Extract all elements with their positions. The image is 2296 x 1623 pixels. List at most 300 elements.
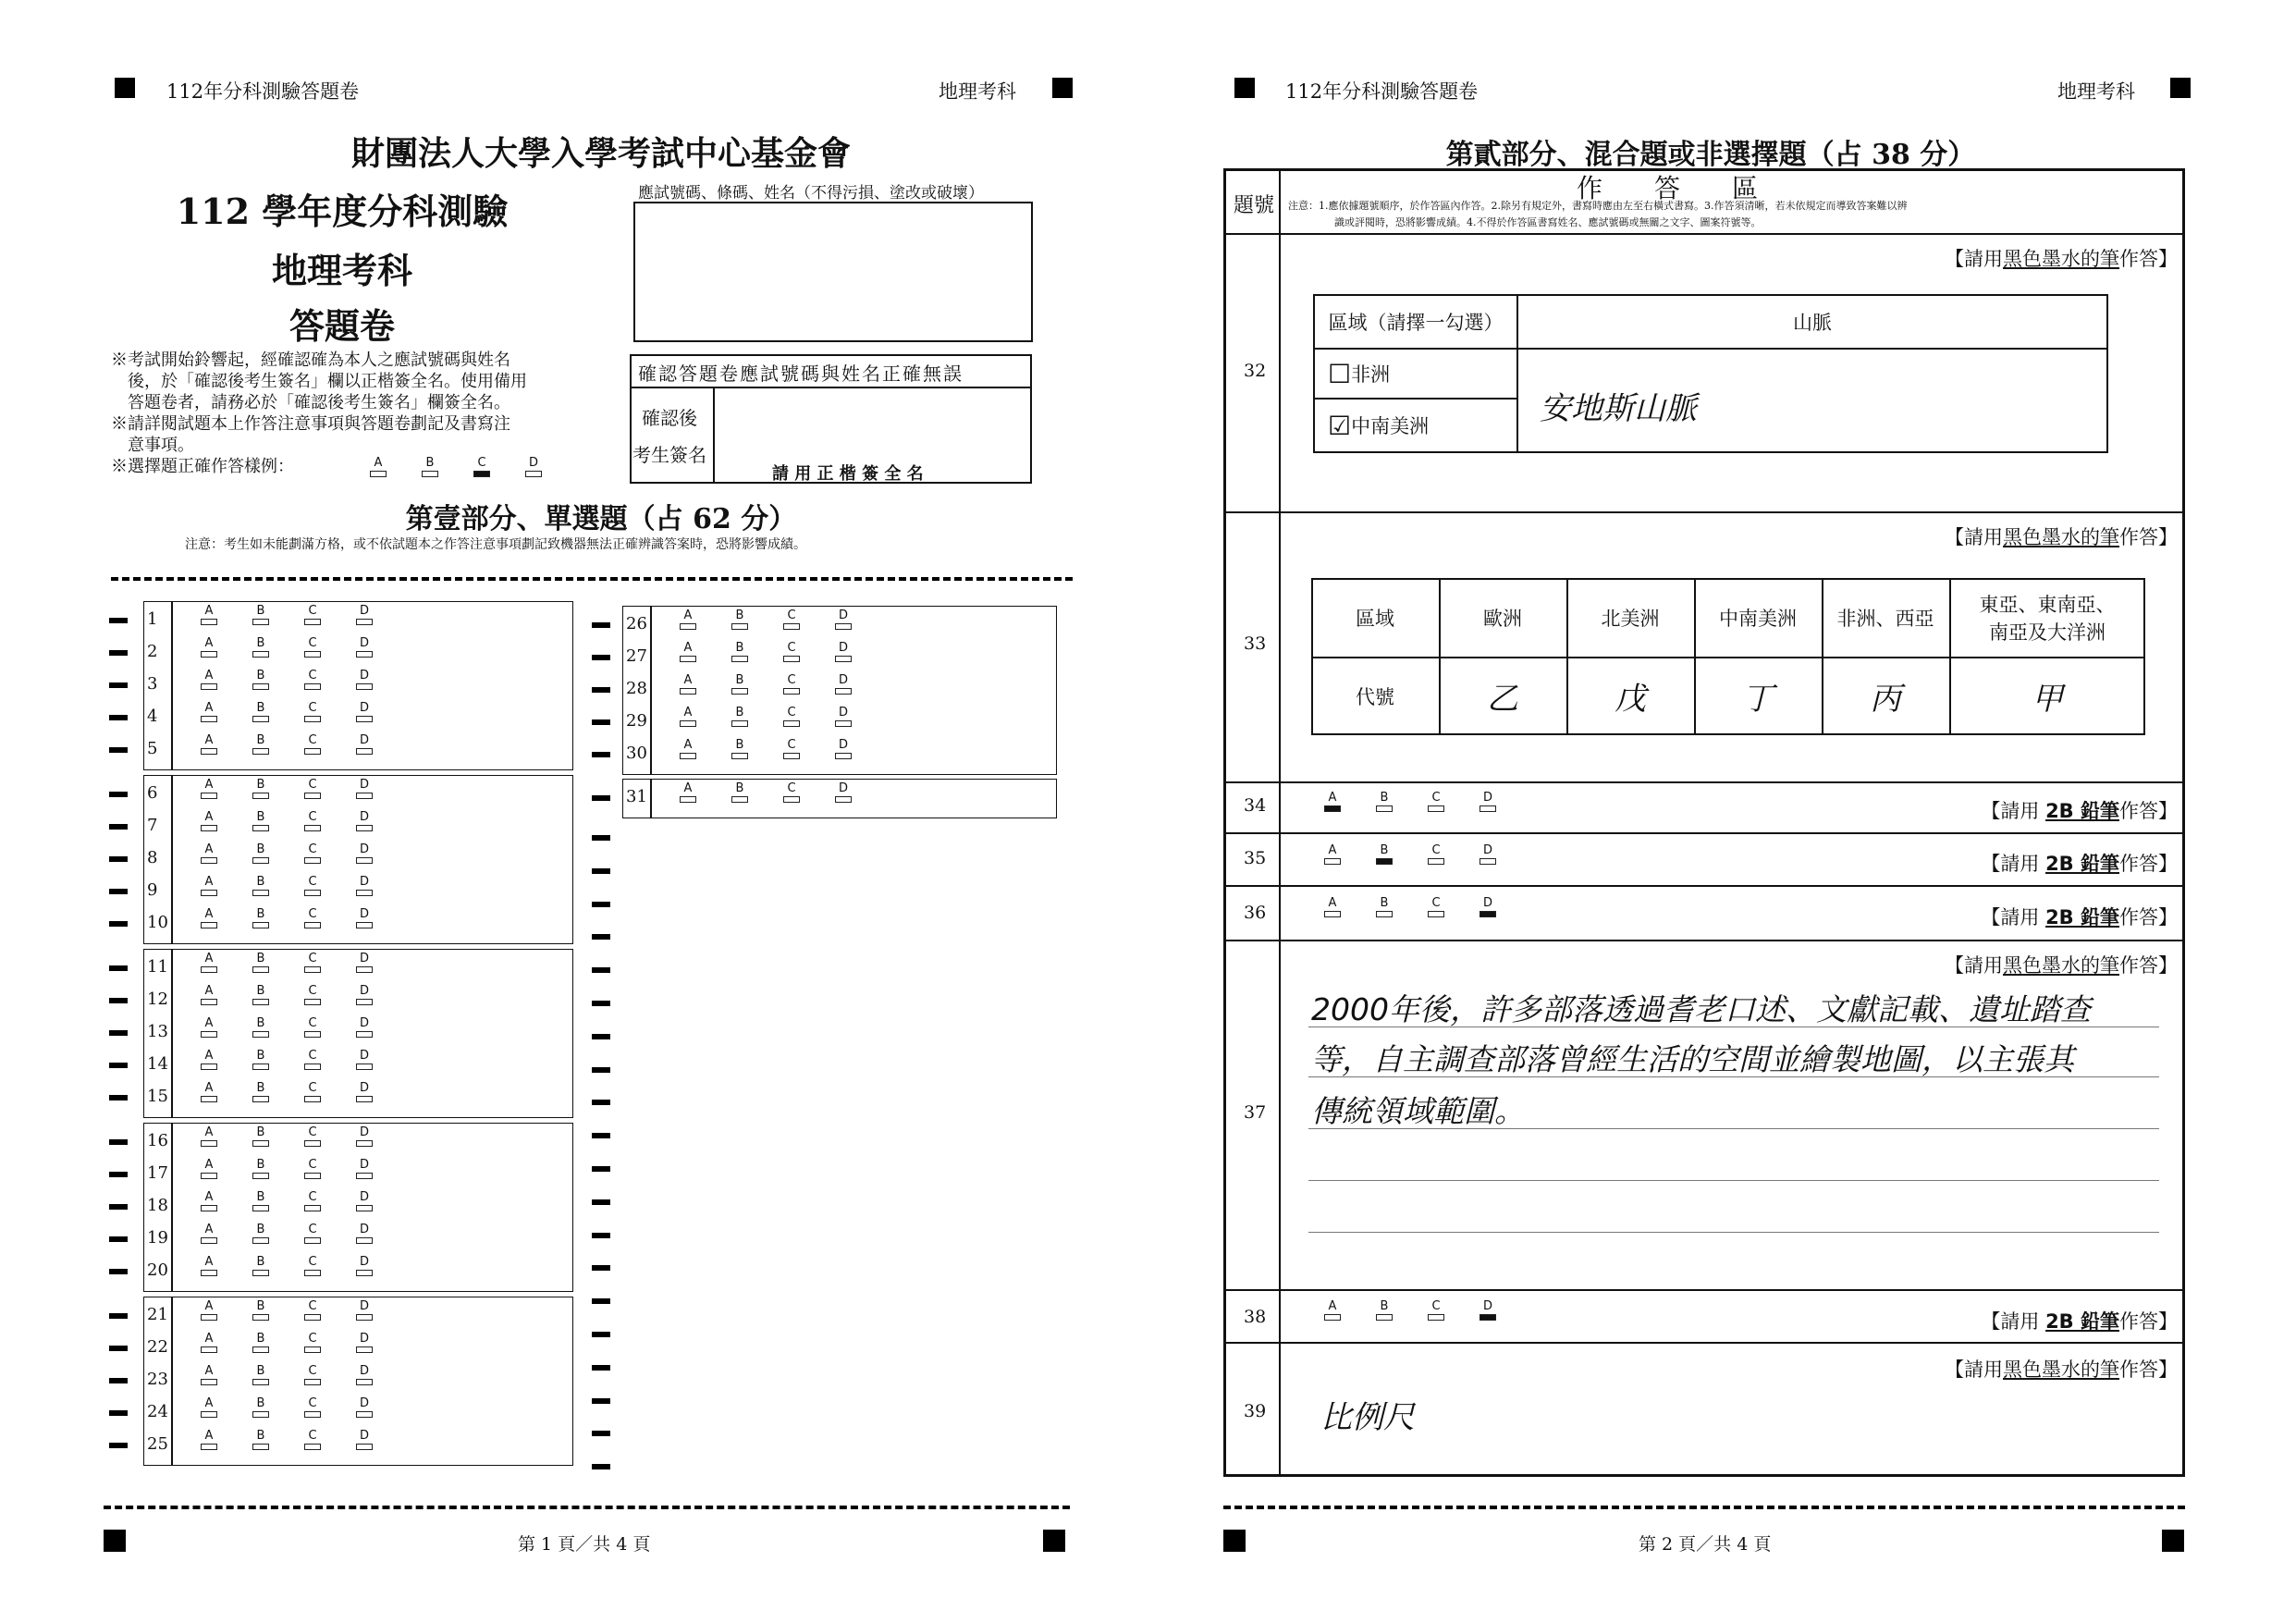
- bubble-mark[interactable]: [304, 999, 321, 1005]
- signature-field[interactable]: 請 用 正 楷 簽 全 名: [772, 464, 924, 484]
- bubble-mark[interactable]: [201, 999, 217, 1005]
- answer-bubble-c[interactable]: [304, 876, 356, 904]
- bubble-mark[interactable]: [201, 966, 217, 973]
- answer-bubble-c[interactable]: [304, 1017, 356, 1045]
- answer-bubble-b[interactable]: [252, 1191, 304, 1219]
- bubble-mark[interactable]: [680, 688, 696, 695]
- bubble-mark[interactable]: [304, 1444, 321, 1450]
- bubble-mark[interactable]: [356, 1346, 373, 1353]
- bubble-mark[interactable]: [356, 1031, 373, 1038]
- answer-bubble-a[interactable]: [201, 1300, 252, 1328]
- answer-bubble-c[interactable]: [304, 1050, 356, 1077]
- answer-bubble-a[interactable]: [201, 702, 252, 730]
- bubble-mark[interactable]: [252, 716, 269, 722]
- bubble-mark[interactable]: [304, 966, 321, 973]
- answer-bubble-d[interactable]: [835, 609, 887, 637]
- bubble-mark[interactable]: [252, 1314, 269, 1321]
- checked-box-icon[interactable]: ☑: [1328, 410, 1352, 441]
- q37-answer-line-2[interactable]: 等，自主調查部落曾經生活的空間並繪製地圖，以主張其: [1311, 1041, 2074, 1077]
- bubble-mark[interactable]: [1480, 858, 1496, 865]
- answer-bubbles[interactable]: [201, 1191, 408, 1219]
- answer-bubbles[interactable]: [201, 876, 408, 904]
- answer-bubble-c[interactable]: [1428, 897, 1480, 925]
- q33-answer-cell[interactable]: 丁: [1742, 681, 1774, 718]
- bubble-mark[interactable]: [1324, 858, 1341, 865]
- answer-bubble-c[interactable]: [304, 702, 356, 730]
- bubble-mark[interactable]: [356, 1270, 373, 1276]
- bubble-mark[interactable]: [356, 1140, 373, 1147]
- answer-bubble-a[interactable]: [201, 1159, 252, 1187]
- bubble-mark[interactable]: [356, 1444, 373, 1450]
- bubble-mark[interactable]: [356, 748, 373, 755]
- answer-bubble-a[interactable]: [201, 985, 252, 1013]
- bubble-mark[interactable]: [680, 753, 696, 759]
- answer-bubble-d[interactable]: [356, 637, 408, 665]
- bubble-mark[interactable]: [252, 1064, 269, 1070]
- answer-bubble-a[interactable]: [201, 1126, 252, 1154]
- q38-bubbles[interactable]: [1324, 1300, 1531, 1328]
- bubble-mark[interactable]: [252, 1411, 269, 1418]
- bubble-mark[interactable]: [1376, 805, 1393, 812]
- answer-bubble-b[interactable]: [252, 908, 304, 936]
- answer-bubble-a[interactable]: [201, 1050, 252, 1077]
- bubble-mark[interactable]: [356, 1173, 373, 1179]
- answer-bubble-c[interactable]: [304, 1430, 356, 1457]
- answer-bubble-d[interactable]: [356, 985, 408, 1013]
- answer-bubble-d[interactable]: [1480, 844, 1531, 872]
- bubble-mark[interactable]: [304, 825, 321, 831]
- bubble-mark[interactable]: [304, 1237, 321, 1244]
- bubble-mark[interactable]: [201, 1444, 217, 1450]
- q37-answer-line-1[interactable]: 2000年後，許多部落透過耆老口述、文獻記載、遺址踏查: [1311, 991, 2091, 1027]
- answer-bubble-d[interactable]: [356, 779, 408, 806]
- answer-bubble-b[interactable]: [1376, 844, 1428, 872]
- answer-bubble-d[interactable]: [1480, 1300, 1531, 1328]
- bubble-mark[interactable]: [356, 683, 373, 690]
- answer-bubbles[interactable]: [201, 637, 408, 665]
- answer-bubble-d[interactable]: [356, 811, 408, 839]
- bubble-mark[interactable]: [304, 748, 321, 755]
- answer-bubble-b[interactable]: [1376, 1300, 1428, 1328]
- bubble-mark[interactable]: [201, 922, 217, 928]
- answer-bubble-b[interactable]: [252, 1397, 304, 1425]
- bubble-mark[interactable]: [1428, 858, 1444, 865]
- answer-bubbles[interactable]: [201, 1333, 408, 1360]
- bubble-mark[interactable]: [1376, 1314, 1393, 1321]
- bubble-mark[interactable]: [1324, 911, 1341, 917]
- answer-bubble-c[interactable]: [304, 1159, 356, 1187]
- answer-bubble-b[interactable]: [252, 1050, 304, 1077]
- bubble-mark[interactable]: [783, 656, 800, 662]
- answer-bubble-d[interactable]: [356, 876, 408, 904]
- bubble-mark[interactable]: [201, 793, 217, 799]
- answer-bubble-c[interactable]: [304, 734, 356, 762]
- answer-bubble-c[interactable]: [304, 670, 356, 697]
- bubble-mark[interactable]: [356, 857, 373, 864]
- bubble-mark[interactable]: [252, 1096, 269, 1102]
- answer-bubbles[interactable]: [680, 707, 887, 734]
- answer-bubble-d[interactable]: [1480, 897, 1531, 925]
- bubble-mark[interactable]: [783, 688, 800, 695]
- answer-bubbles[interactable]: [680, 739, 887, 767]
- answer-bubbles[interactable]: [680, 782, 887, 810]
- bubble-mark[interactable]: [252, 1140, 269, 1147]
- bubble-mark[interactable]: [201, 1379, 217, 1385]
- unchecked-box-icon[interactable]: ☐: [1328, 358, 1352, 389]
- answer-bubble-b[interactable]: [731, 782, 783, 810]
- answer-bubble-c[interactable]: [304, 985, 356, 1013]
- bubble-mark[interactable]: [356, 651, 373, 658]
- bubble-mark[interactable]: [304, 1379, 321, 1385]
- bubble-mark[interactable]: [252, 793, 269, 799]
- bubble-mark[interactable]: [304, 1314, 321, 1321]
- bubble-mark[interactable]: [304, 890, 321, 896]
- bubble-mark[interactable]: [304, 793, 321, 799]
- answer-bubble-a[interactable]: [201, 953, 252, 980]
- bubble-mark[interactable]: [356, 966, 373, 973]
- answer-bubbles[interactable]: [201, 605, 408, 633]
- answer-bubble-b[interactable]: [252, 702, 304, 730]
- bubble-mark[interactable]: [356, 1411, 373, 1418]
- answer-bubble-d[interactable]: [356, 1397, 408, 1425]
- bubble-mark[interactable]: [252, 619, 269, 625]
- bubble-mark[interactable]: [304, 1270, 321, 1276]
- bubble-mark[interactable]: [1376, 911, 1393, 917]
- bubble-mark[interactable]: [201, 825, 217, 831]
- answer-bubble-c[interactable]: [1428, 1300, 1480, 1328]
- answer-bubble-d[interactable]: [835, 674, 887, 702]
- bubble-mark[interactable]: [1324, 1314, 1341, 1321]
- q33-answer-cell[interactable]: 乙: [1487, 681, 1518, 718]
- answer-bubble-d[interactable]: [356, 1082, 408, 1110]
- answer-bubble-d[interactable]: [356, 1430, 408, 1457]
- answer-bubble-c[interactable]: [304, 843, 356, 871]
- answer-bubble-c[interactable]: [304, 1300, 356, 1328]
- answer-bubble-b[interactable]: [252, 1223, 304, 1251]
- bubble-mark[interactable]: [304, 1064, 321, 1070]
- bubble-mark[interactable]: [835, 656, 852, 662]
- answer-bubble-c[interactable]: [783, 609, 835, 637]
- bubble-mark[interactable]: [356, 793, 373, 799]
- answer-bubble-d[interactable]: [356, 1126, 408, 1154]
- bubble-mark[interactable]: [201, 1140, 217, 1147]
- bubble-mark[interactable]: [356, 999, 373, 1005]
- answer-bubble-a[interactable]: [201, 637, 252, 665]
- answer-bubble-d[interactable]: [356, 605, 408, 633]
- answer-bubble-d[interactable]: [356, 670, 408, 697]
- bubble-mark[interactable]: [356, 890, 373, 896]
- answer-bubble-a[interactable]: [201, 1191, 252, 1219]
- bubble-mark[interactable]: [731, 688, 748, 695]
- answer-bubble-c[interactable]: [304, 1333, 356, 1360]
- bubble-mark[interactable]: [783, 796, 800, 803]
- bubble-mark[interactable]: [201, 1031, 217, 1038]
- bubble-mark[interactable]: [304, 716, 321, 722]
- answer-bubbles[interactable]: [201, 1223, 408, 1251]
- bubble-mark[interactable]: [680, 656, 696, 662]
- answer-bubble-d[interactable]: [356, 1223, 408, 1251]
- answer-bubbles[interactable]: [201, 1159, 408, 1187]
- answer-bubble-a[interactable]: [201, 1256, 252, 1284]
- answer-bubble-d[interactable]: [356, 1365, 408, 1393]
- answer-bubbles[interactable]: [201, 1256, 408, 1284]
- bubble-mark[interactable]: [783, 720, 800, 727]
- answer-bubbles[interactable]: [201, 1082, 408, 1110]
- bubble-mark[interactable]: [304, 1411, 321, 1418]
- bubble-mark[interactable]: [304, 619, 321, 625]
- bubble-mark[interactable]: [356, 922, 373, 928]
- answer-bubble-a[interactable]: [201, 1397, 252, 1425]
- answer-bubble-b[interactable]: [252, 1256, 304, 1284]
- bubble-mark[interactable]: [835, 753, 852, 759]
- bubble-mark[interactable]: [201, 619, 217, 625]
- bubble-mark[interactable]: [1480, 911, 1496, 917]
- answer-bubble-c[interactable]: [783, 642, 835, 670]
- bubble-mark[interactable]: [356, 1379, 373, 1385]
- bubble-mark[interactable]: [201, 1205, 217, 1211]
- answer-bubble-a[interactable]: [201, 670, 252, 697]
- bubble-mark[interactable]: [252, 999, 269, 1005]
- bubble-mark[interactable]: [252, 748, 269, 755]
- q32-option-latam[interactable]: [1315, 400, 1516, 451]
- bubble-mark[interactable]: [304, 1173, 321, 1179]
- bubble-mark[interactable]: [1428, 805, 1444, 812]
- answer-bubble-d[interactable]: [356, 1050, 408, 1077]
- bubble-mark[interactable]: [252, 1173, 269, 1179]
- answer-bubble-c[interactable]: [304, 605, 356, 633]
- answer-bubble-b[interactable]: [731, 739, 783, 767]
- answer-bubble-c[interactable]: [304, 1397, 356, 1425]
- bubble-mark[interactable]: [1480, 1314, 1496, 1321]
- q35-bubbles[interactable]: [1324, 844, 1531, 872]
- answer-bubble-a[interactable]: [201, 843, 252, 871]
- answer-bubble-d[interactable]: [356, 1159, 408, 1187]
- bubble-mark[interactable]: [201, 748, 217, 755]
- bubble-mark[interactable]: [252, 1444, 269, 1450]
- answer-bubble-c[interactable]: [304, 811, 356, 839]
- answer-bubble-a[interactable]: [201, 811, 252, 839]
- bubble-mark[interactable]: [201, 1064, 217, 1070]
- answer-bubble-d[interactable]: [356, 1191, 408, 1219]
- bubble-mark[interactable]: [252, 1205, 269, 1211]
- bubble-mark[interactable]: [1428, 911, 1444, 917]
- answer-bubble-c[interactable]: [304, 779, 356, 806]
- q32-answer[interactable]: 安地斯山脈: [1540, 390, 1697, 427]
- answer-bubbles[interactable]: [201, 953, 408, 980]
- bubble-mark[interactable]: [201, 1270, 217, 1276]
- answer-bubbles[interactable]: [201, 811, 408, 839]
- bubble-mark[interactable]: [356, 619, 373, 625]
- answer-bubble-b[interactable]: [252, 1300, 304, 1328]
- answer-bubble-d[interactable]: [356, 908, 408, 936]
- answer-bubble-c[interactable]: [1428, 844, 1480, 872]
- answer-bubbles[interactable]: [201, 670, 408, 697]
- answer-bubble-b[interactable]: [731, 707, 783, 734]
- answer-bubble-a[interactable]: [680, 739, 731, 767]
- bubble-mark[interactable]: [731, 720, 748, 727]
- answer-bubble-b[interactable]: [252, 1159, 304, 1187]
- bubble-mark[interactable]: [304, 857, 321, 864]
- answer-bubble-c[interactable]: [304, 1126, 356, 1154]
- answer-bubble-d[interactable]: [835, 707, 887, 734]
- answer-bubbles[interactable]: [201, 985, 408, 1013]
- answer-bubble-d[interactable]: [356, 1256, 408, 1284]
- q32-option-africa[interactable]: [1315, 350, 1516, 398]
- q34-bubbles[interactable]: [1324, 792, 1531, 819]
- bubble-mark[interactable]: [201, 857, 217, 864]
- bubble-mark[interactable]: [680, 623, 696, 630]
- answer-bubbles[interactable]: [201, 1430, 408, 1457]
- answer-bubble-d[interactable]: [356, 1333, 408, 1360]
- answer-bubble-b[interactable]: [731, 642, 783, 670]
- answer-bubble-a[interactable]: [201, 1430, 252, 1457]
- answer-bubble-b[interactable]: [252, 1430, 304, 1457]
- answer-bubble-c[interactable]: [783, 782, 835, 810]
- bubble-mark[interactable]: [783, 753, 800, 759]
- answer-bubble-c[interactable]: [783, 674, 835, 702]
- bubble-mark[interactable]: [304, 1205, 321, 1211]
- bubble-mark[interactable]: [731, 623, 748, 630]
- answer-bubble-b[interactable]: [252, 1126, 304, 1154]
- bubble-mark[interactable]: [252, 1379, 269, 1385]
- answer-bubble-a[interactable]: [680, 674, 731, 702]
- answer-bubble-d[interactable]: [835, 739, 887, 767]
- bubble-mark[interactable]: [680, 720, 696, 727]
- answer-bubble-a[interactable]: [1324, 844, 1376, 872]
- bubble-mark[interactable]: [304, 1140, 321, 1147]
- bubble-mark[interactable]: [731, 656, 748, 662]
- bubble-mark[interactable]: [201, 1237, 217, 1244]
- answer-bubble-c[interactable]: [304, 1365, 356, 1393]
- bubble-mark[interactable]: [835, 796, 852, 803]
- answer-bubble-c[interactable]: [304, 1191, 356, 1219]
- bubble-mark[interactable]: [201, 1411, 217, 1418]
- bubble-mark[interactable]: [731, 796, 748, 803]
- answer-bubble-a[interactable]: [1324, 792, 1376, 819]
- answer-bubble-b[interactable]: [252, 670, 304, 697]
- answer-bubble-a[interactable]: [680, 609, 731, 637]
- answer-bubble-a[interactable]: [680, 782, 731, 810]
- bubble-mark[interactable]: [252, 1270, 269, 1276]
- bubble-mark[interactable]: [252, 683, 269, 690]
- bubble-mark[interactable]: [252, 890, 269, 896]
- answer-bubble-c[interactable]: [304, 953, 356, 980]
- answer-bubble-b[interactable]: [252, 637, 304, 665]
- answer-bubble-a[interactable]: [1324, 897, 1376, 925]
- answer-bubble-b[interactable]: [252, 1365, 304, 1393]
- bubble-mark[interactable]: [356, 1064, 373, 1070]
- bubble-mark[interactable]: [304, 1031, 321, 1038]
- bubble-mark[interactable]: [356, 1205, 373, 1211]
- answer-bubbles[interactable]: [201, 702, 408, 730]
- q33-answer-cell[interactable]: 丙: [1870, 681, 1901, 718]
- answer-bubble-d[interactable]: [356, 1300, 408, 1328]
- bubble-mark[interactable]: [201, 1096, 217, 1102]
- bubble-mark[interactable]: [252, 922, 269, 928]
- bubble-mark[interactable]: [201, 683, 217, 690]
- bubble-mark[interactable]: [304, 1096, 321, 1102]
- answer-bubbles[interactable]: [680, 609, 887, 637]
- answer-bubble-b[interactable]: [252, 1333, 304, 1360]
- answer-bubbles[interactable]: [201, 1365, 408, 1393]
- bubble-mark[interactable]: [356, 1314, 373, 1321]
- bubble-mark[interactable]: [356, 1237, 373, 1244]
- bubble-mark[interactable]: [304, 651, 321, 658]
- answer-bubble-b[interactable]: [252, 1082, 304, 1110]
- answer-bubble-a[interactable]: [201, 1365, 252, 1393]
- answer-bubbles[interactable]: [201, 779, 408, 806]
- bubble-mark[interactable]: [731, 753, 748, 759]
- q33-answer-cell[interactable]: 甲: [2032, 681, 2063, 718]
- bubble-mark[interactable]: [252, 1237, 269, 1244]
- answer-bubble-b[interactable]: [252, 779, 304, 806]
- answer-bubbles[interactable]: [680, 642, 887, 670]
- answer-bubble-a[interactable]: [680, 642, 731, 670]
- answer-bubble-b[interactable]: [252, 876, 304, 904]
- answer-bubble-c[interactable]: [783, 739, 835, 767]
- bubble-mark[interactable]: [356, 825, 373, 831]
- answer-bubble-b[interactable]: [252, 985, 304, 1013]
- answer-bubble-a[interactable]: [201, 734, 252, 762]
- answer-bubble-a[interactable]: [201, 1017, 252, 1045]
- answer-bubble-a[interactable]: [201, 1082, 252, 1110]
- bubble-mark[interactable]: [1376, 858, 1393, 865]
- answer-bubble-d[interactable]: [1480, 792, 1531, 819]
- answer-bubble-c[interactable]: [304, 1223, 356, 1251]
- bubble-mark[interactable]: [252, 966, 269, 973]
- bubble-mark[interactable]: [201, 1314, 217, 1321]
- answer-bubble-c[interactable]: [1428, 792, 1480, 819]
- answer-bubble-b[interactable]: [1376, 897, 1428, 925]
- answer-bubble-a[interactable]: [680, 707, 731, 734]
- q33-answer-cell[interactable]: 戊: [1615, 681, 1646, 718]
- bubble-mark[interactable]: [835, 623, 852, 630]
- answer-bubble-c[interactable]: [304, 637, 356, 665]
- q37-answer-line-3[interactable]: 傳統領域範圍。: [1311, 1093, 1525, 1129]
- answer-bubbles[interactable]: [201, 734, 408, 762]
- answer-bubble-d[interactable]: [356, 843, 408, 871]
- bubble-mark[interactable]: [201, 651, 217, 658]
- bubble-mark[interactable]: [201, 1346, 217, 1353]
- answer-bubble-a[interactable]: [201, 908, 252, 936]
- q39-answer[interactable]: 比例尺: [1320, 1399, 1415, 1436]
- answer-bubble-b[interactable]: [252, 1017, 304, 1045]
- answer-bubble-b[interactable]: [252, 843, 304, 871]
- answer-bubble-c[interactable]: [304, 1082, 356, 1110]
- answer-bubble-b[interactable]: [252, 811, 304, 839]
- bubble-mark[interactable]: [356, 1096, 373, 1102]
- bubble-mark[interactable]: [1480, 805, 1496, 812]
- answer-bubble-c[interactable]: [304, 1256, 356, 1284]
- answer-bubble-d[interactable]: [356, 953, 408, 980]
- answer-bubble-a[interactable]: [201, 876, 252, 904]
- answer-bubbles[interactable]: [201, 1017, 408, 1045]
- bubble-mark[interactable]: [680, 796, 696, 803]
- bubble-mark[interactable]: [252, 651, 269, 658]
- answer-bubbles[interactable]: [201, 843, 408, 871]
- bubble-mark[interactable]: [252, 857, 269, 864]
- answer-bubbles[interactable]: [201, 1397, 408, 1425]
- answer-bubble-a[interactable]: [201, 605, 252, 633]
- answer-bubble-d[interactable]: [356, 702, 408, 730]
- answer-bubble-a[interactable]: [201, 1333, 252, 1360]
- answer-bubble-b[interactable]: [252, 734, 304, 762]
- bubble-mark[interactable]: [201, 1173, 217, 1179]
- answer-bubble-a[interactable]: [1324, 1300, 1376, 1328]
- bubble-mark[interactable]: [252, 1031, 269, 1038]
- answer-bubble-b[interactable]: [731, 674, 783, 702]
- bubble-mark[interactable]: [835, 688, 852, 695]
